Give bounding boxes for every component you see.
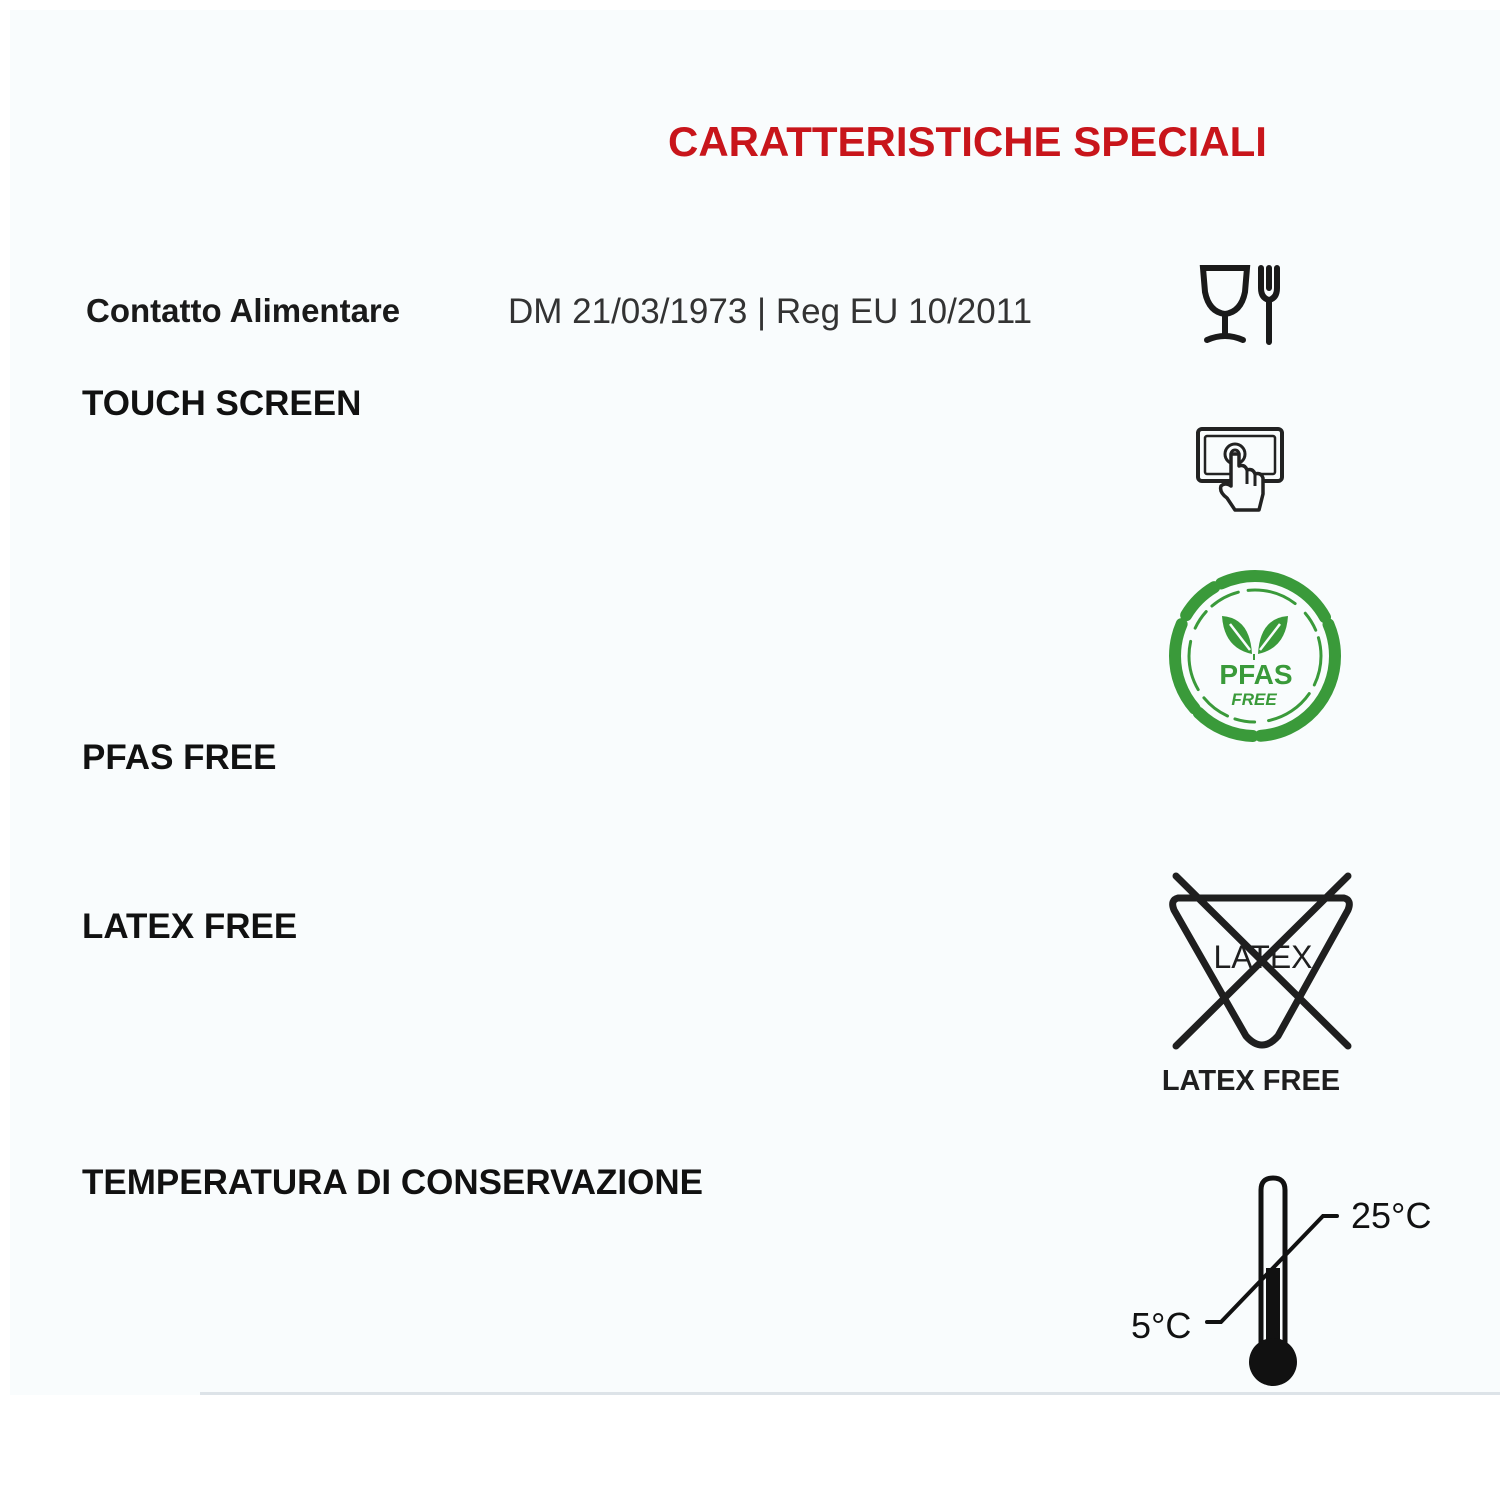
- page-title: CARATTERISTICHE SPECIALI: [668, 118, 1267, 165]
- pfas-badge-word: PFAS: [1219, 659, 1293, 690]
- latex-icon-caption: LATEX FREE: [1161, 1065, 1341, 1097]
- touch-screen-icon: [1195, 426, 1287, 518]
- pfas-badge-free: FREE: [1231, 690, 1277, 709]
- storage-temperature-label: TEMPERATURA DI CONSERVAZIONE: [82, 1163, 703, 1202]
- latex-free-label: LATEX FREE: [82, 907, 298, 946]
- pfas-free-badge: [1160, 562, 1350, 750]
- latex-free-icon: [1158, 868, 1363, 1103]
- touch-screen-label: TOUCH SCREEN: [82, 384, 362, 423]
- food-contact-icon: [1195, 262, 1295, 347]
- thermometer-icon: [1125, 1172, 1445, 1394]
- food-contact-norm: DM 21/03/1973 | Reg EU 10/2011: [508, 292, 1033, 331]
- pfas-free-label: PFAS FREE: [82, 738, 277, 777]
- latex-icon-word: LATEX: [1213, 939, 1313, 975]
- food-contact-label: Contatto Alimentare: [86, 292, 401, 329]
- temperature-min: 5°C: [1131, 1305, 1192, 1346]
- temperature-max: 25°C: [1351, 1195, 1432, 1236]
